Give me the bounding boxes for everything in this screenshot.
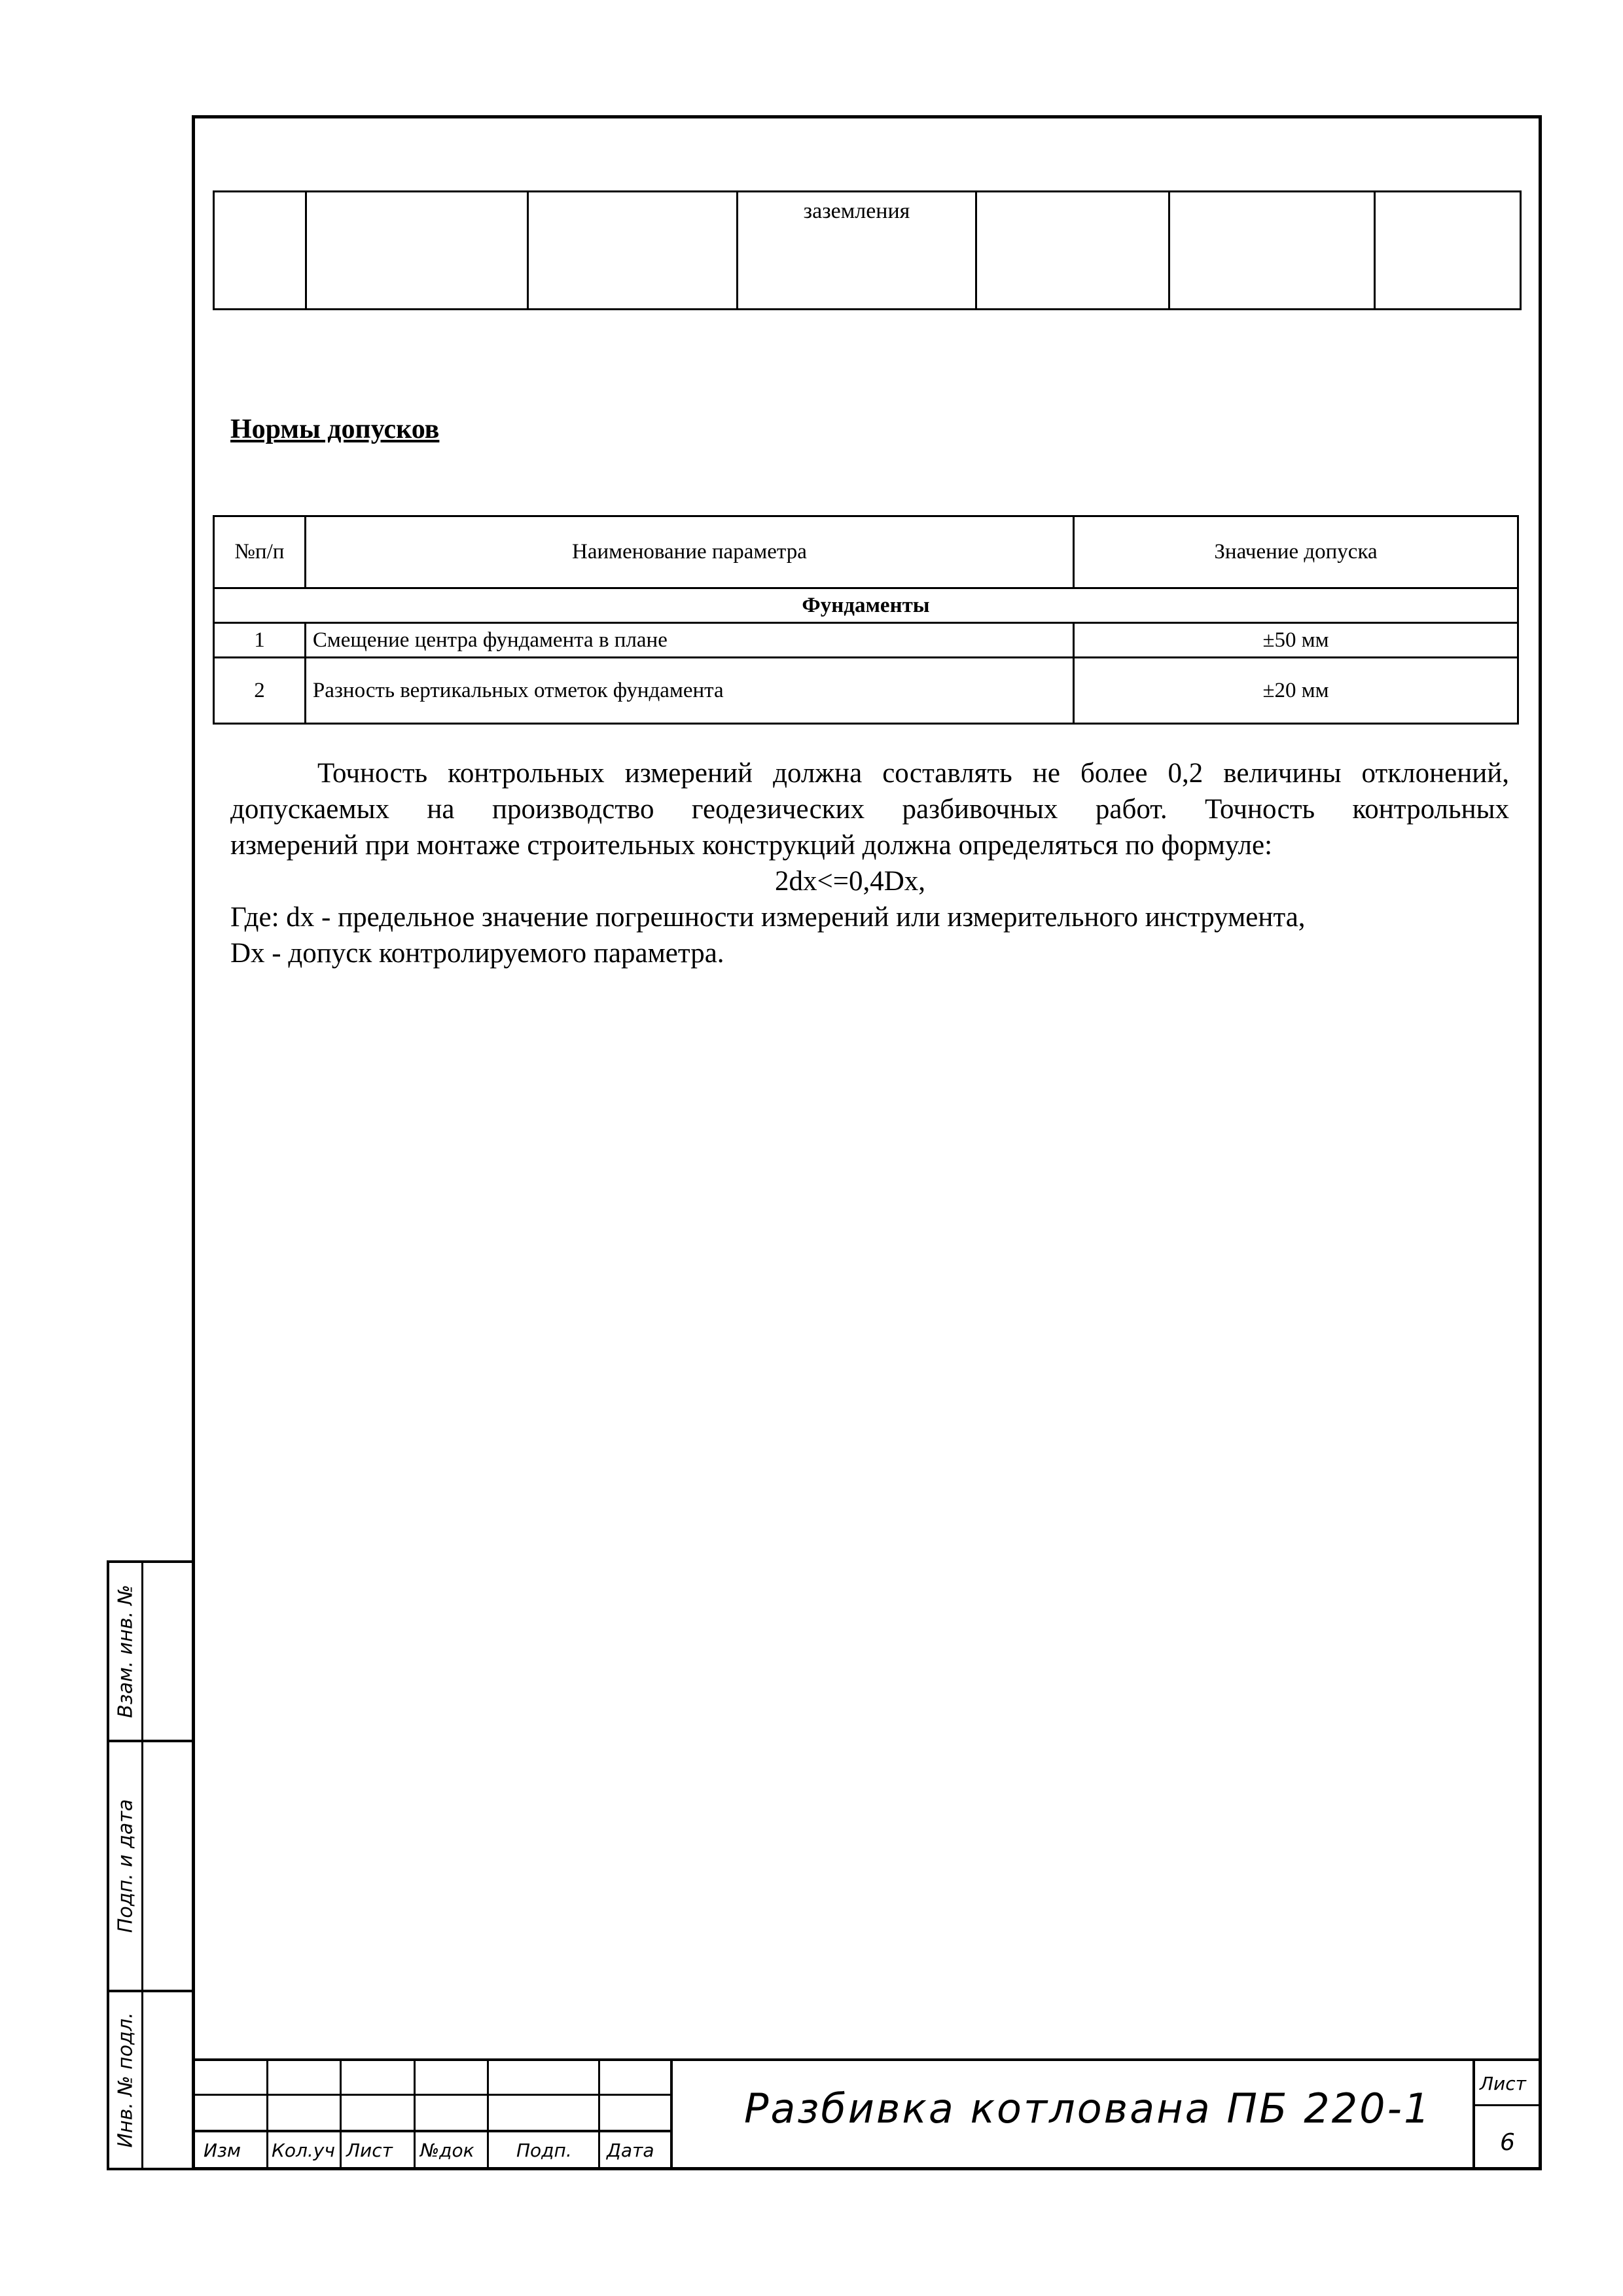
table-cell: заземления <box>737 192 976 310</box>
table-row <box>214 658 1518 724</box>
caption-data: Дата <box>607 2140 654 2161</box>
header-name: Наименование параметра <box>305 516 1073 588</box>
table-row <box>214 192 1521 310</box>
paragraph-line: допускаемых на производство геодезических разбивочных работ. Точность контрольных <box>230 794 1509 825</box>
section-label: Фундаменты <box>214 588 1518 623</box>
caption-izm: Изм <box>204 2140 241 2161</box>
table-cell <box>976 192 1169 310</box>
table-cell <box>1169 192 1374 310</box>
document-title: Разбивка котлована ПБ 220-1 <box>744 2085 1432 2132</box>
table-cell <box>528 192 737 310</box>
caption-list: Лист <box>346 2140 393 2161</box>
sheet-label: Лист <box>1480 2073 1526 2094</box>
formula: 2dx<=0,4Dx, <box>774 866 926 897</box>
sheet-number: 6 <box>1500 2129 1515 2156</box>
row-value: ±20 мм <box>1074 658 1518 724</box>
continuation-table <box>213 190 1522 310</box>
stamp-label: Инв. № подл. <box>114 2012 137 2148</box>
paragraph-line: измерений при монтаже строительных конструкций должна определяться по формуле: <box>230 830 1273 861</box>
stamp-inv <box>107 1990 194 2170</box>
section-heading: Нормы допусков <box>230 414 440 444</box>
caption-podp: Подп. <box>516 2140 572 2161</box>
stamp-label: Подп. и дата <box>114 1799 137 1933</box>
section-row <box>214 588 1518 623</box>
paragraph-line: Точность контрольных измерений должна составлять не более 0,2 величины отклонений, <box>317 758 1509 789</box>
row-name: Разность вертикальных отметок фундамента <box>305 658 1073 724</box>
caption-kol: Кол.уч <box>272 2140 335 2161</box>
body-text <box>230 755 1509 971</box>
title-block <box>194 2058 1539 2168</box>
caption-ndok: №док <box>420 2140 474 2161</box>
tolerance-table <box>213 515 1519 725</box>
table-row <box>214 623 1518 658</box>
table-header-row <box>214 516 1518 588</box>
header-num: №п/п <box>214 516 306 588</box>
row-num: 1 <box>214 623 306 658</box>
paragraph-line: Dx - допуск контролируемого параметра. <box>230 938 724 969</box>
stamp-vzam <box>107 1560 194 1742</box>
table-cell <box>1375 192 1521 310</box>
row-num: 2 <box>214 658 306 724</box>
paragraph-line: Где: dx - предельное значение погрешности измерений или измерительного инструмента, <box>230 902 1306 933</box>
table-cell <box>214 192 306 310</box>
stamp-label: Взам. инв. № <box>114 1585 137 1718</box>
table-cell <box>306 192 527 310</box>
header-value: Значение допуска <box>1074 516 1518 588</box>
stamp-podp <box>107 1740 194 1992</box>
row-value: ±50 мм <box>1074 623 1518 658</box>
row-name: Смещение центра фундамента в плане <box>305 623 1073 658</box>
